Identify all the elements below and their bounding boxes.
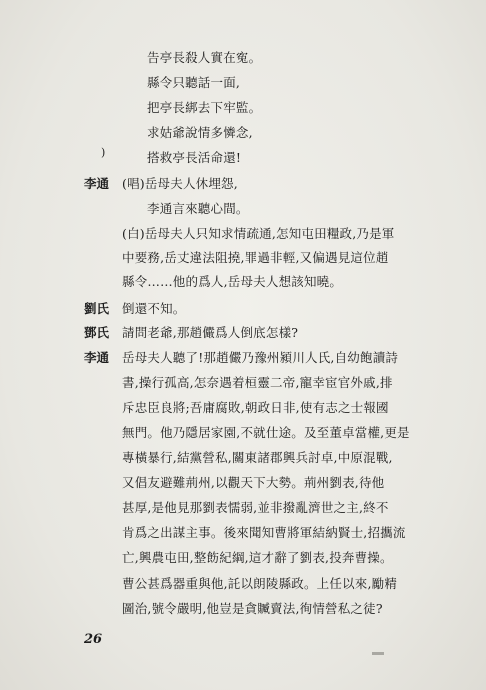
speech-line: 斥忠臣良將;吾庸腐敗,朝政日非,使有志之士報國 bbox=[122, 400, 389, 415]
page-number: 26 bbox=[84, 632, 103, 647]
ink-blot bbox=[372, 652, 384, 655]
speaker-label: 李通 bbox=[84, 176, 110, 191]
speaker-label: 劉氏 bbox=[84, 301, 110, 316]
speech-line: 岳母夫人聽了!那趙儼乃豫州潁川人氏,自幼飽讀詩 bbox=[122, 350, 399, 365]
verse-line: 縣令只聽話一面, bbox=[147, 75, 241, 90]
speech-line: 甚厚,是他見那劉表懦弱,並非撥亂濟世之主,終不 bbox=[122, 500, 389, 515]
speech-line: 又倡友避難荊州,以觀天下大勢。荊州劉表,待他 bbox=[122, 475, 385, 490]
speaker-label: 李通 bbox=[84, 350, 110, 365]
speech-line: 亡,興農屯田,整飭紀綱,這才辭了劉表,投奔曹操。 bbox=[122, 550, 393, 565]
verse-line: 告亭長殺人實在寃。 bbox=[147, 50, 262, 65]
speech-line: 李通言來聽心間。 bbox=[147, 201, 249, 216]
verse-line: 把亭長綁去下牢監。 bbox=[147, 100, 262, 115]
speech-line: 中要務,岳丈違法阻撓,罪過非輕,又偏遇見這位趙 bbox=[122, 250, 389, 265]
verse-line: 求姑爺說情多憐念, bbox=[147, 125, 253, 140]
speech-line: 肯爲之出謀主事。後來聞知曹將軍結納賢士,招攜流 bbox=[122, 525, 406, 540]
speech-line: 無門。他乃隱居家園,不就仕途。及至董卓當權,更是 bbox=[122, 425, 410, 440]
speech-line: 專橫暴行,結黨營私,關東諸郡興兵討卓,中原混戰, bbox=[122, 450, 393, 465]
margin-mark: ) bbox=[101, 146, 106, 159]
speech-line: 請問老爺,那趙儼爲人倒底怎樣? bbox=[122, 325, 299, 340]
speech-line: 縣令……他的爲人,岳母夫人想該知曉。 bbox=[122, 274, 343, 289]
speech-line: (白)岳母夫人只知求情疏通,怎知屯田糧政,乃是軍 bbox=[122, 226, 395, 241]
speech-line: (唱)岳母夫人休埋怨, bbox=[122, 176, 238, 191]
speaker-label: 鄧氏 bbox=[84, 325, 110, 340]
speech-line: 曹公甚爲器重與他,託以朗陵縣政。上任以來,勵精 bbox=[122, 576, 398, 591]
verse-line: 搭救亭長活命還! bbox=[147, 150, 242, 165]
speech-line: 書,操行孤高,怎奈遇着桓靈二帝,寵幸宦官外戚,排 bbox=[122, 375, 393, 390]
speech-line: 倒還不知。 bbox=[122, 301, 186, 316]
speech-line: 圖治,號令嚴明,他豈是貪贓賣法,徇情營私之徒? bbox=[122, 601, 383, 616]
